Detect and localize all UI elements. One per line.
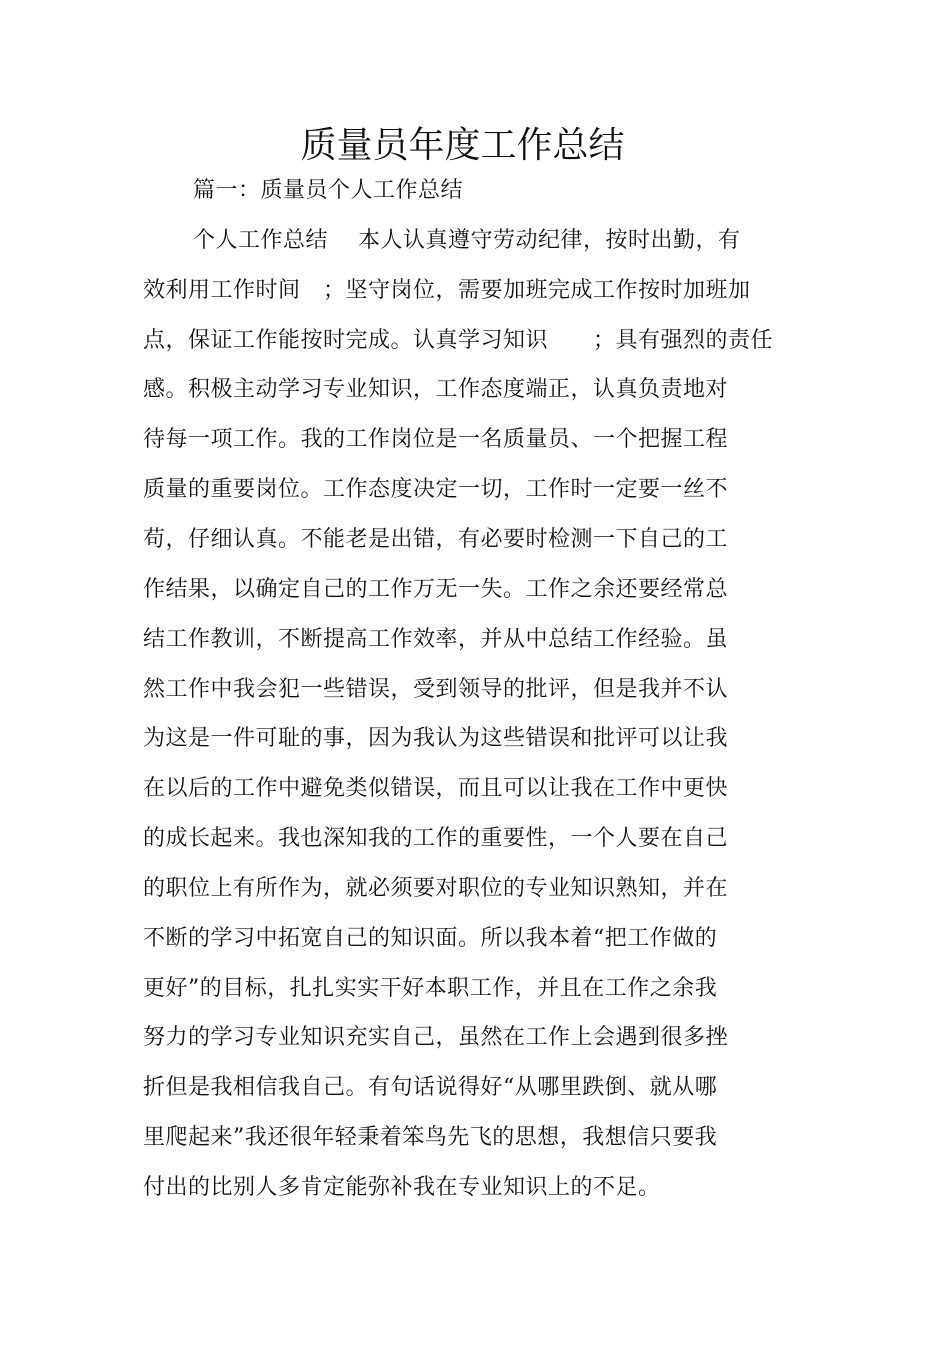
paragraph-line: 不断的学习中拓宽自己的知识面。所以我本着“把工作做的 [143, 926, 718, 951]
paragraph-line: 质量的重要岗位。工作态度决定一切，工作时一定要一丝不 [143, 477, 729, 502]
paragraph-line: 折但是我相信我自己。有句话说得好“从哪里跌倒、就从哪 [143, 1075, 718, 1100]
paragraph-line: 的成长起来。我也深知我的工作的重要性，一个人要在自己 [143, 826, 729, 851]
paragraph-line: 然工作中我会犯一些错误，受到领导的批评，但是我并不认 [143, 677, 729, 702]
paragraph-line: 效利用工作时间 ；坚守岗位，需要加班完成工作按时加班加 [143, 278, 751, 303]
paragraph-line: 努力的学习专业知识充实自己，虽然在工作上会遇到很多挫 [143, 1025, 729, 1050]
paragraph-line: 感。积极主动学习专业知识，工作态度端正，认真负责地对 [143, 377, 729, 402]
paragraph-line: 结工作教训，不断提高工作效率，并从中总结工作经验。虽 [143, 627, 729, 652]
paragraph-line: 点，保证工作能按时完成。认真学习知识 ；具有强烈的责任 [143, 328, 774, 353]
paragraph-line: 苟，仔细认真。不能老是出错，有必要时检测一下自己的工 [143, 527, 729, 552]
document-title: 质量员年度工作总结 [300, 125, 625, 166]
section-heading: 篇一：质量员个人工作总结 [193, 178, 464, 203]
paragraph-line: 作结果，以确定自己的工作万无一失。工作之余还要经常总 [143, 577, 729, 602]
paragraph-line: 为这是一件可耻的事，因为我认为这些错误和批评可以让我 [143, 726, 729, 751]
paragraph-line: 个人工作总结 本人认真遵守劳动纪律，按时出勤，有 [193, 228, 741, 253]
paragraph-line: 付出的比别人多肯定能弥补我在专业知识上的不足。 [143, 1175, 661, 1200]
paragraph-line: 更好”的目标，扎扎实实干好本职工作，并且在工作之余我 [143, 976, 718, 1001]
paragraph-line: 的职位上有所作为，就必须要对职位的专业知识熟知，并在 [143, 876, 729, 901]
paragraph-line: 里爬起来”我还很年轻秉着笨鸟先飞的思想，我想信只要我 [143, 1125, 718, 1150]
paragraph-line: 在以后的工作中避免类似错误，而且可以让我在工作中更快 [143, 776, 729, 801]
paragraph-line: 待每一项工作。我的工作岗位是一名质量员、一个把握工程 [143, 427, 729, 452]
